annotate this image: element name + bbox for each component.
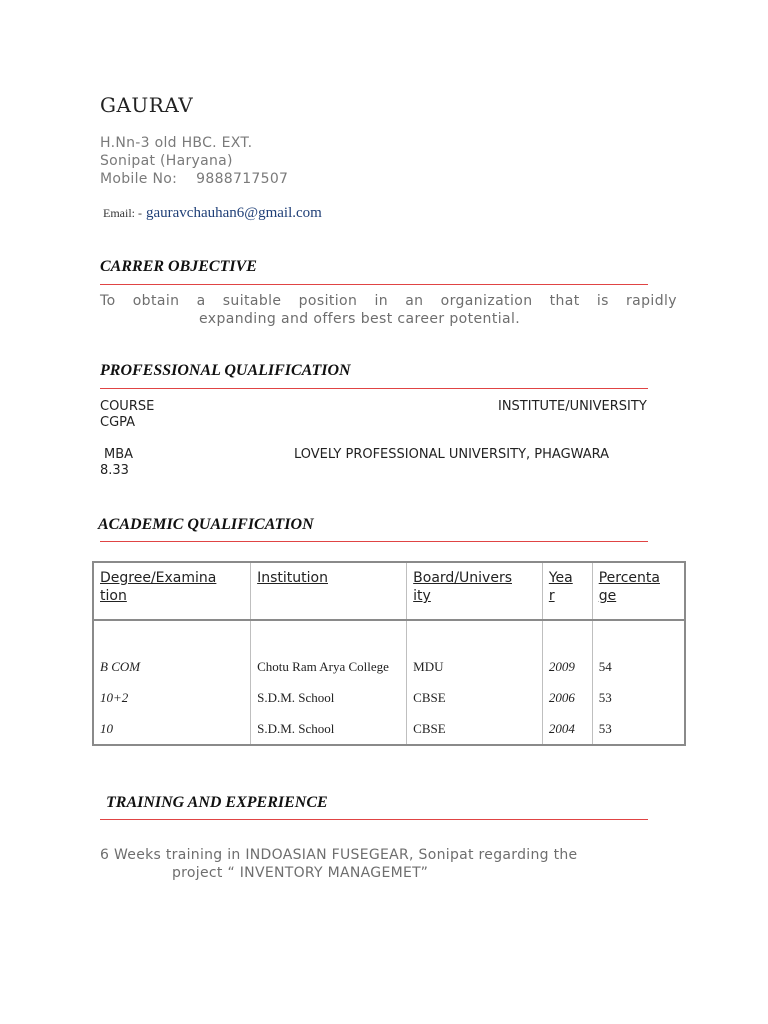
col-institute: INSTITUTE/UNIVERSITY <box>498 399 647 414</box>
training-line-2: project “ INVENTORY MANAGEMET” <box>172 865 429 881</box>
cell-institution: S.D.M. School <box>251 682 407 713</box>
cell-year: 2009 <box>542 651 592 682</box>
email-link[interactable]: gauravchauhan6@gmail.com <box>146 205 322 221</box>
cell-year: 2006 <box>542 682 592 713</box>
cgpa-value: 8.33 <box>100 463 129 478</box>
section-divider <box>100 388 648 389</box>
email-line <box>103 204 322 222</box>
cell-institution: S.D.M. School <box>251 713 407 745</box>
training-line-1: 6 Weeks training in INDOASIAN FUSEGEAR, Sonipat regarding the <box>100 847 578 863</box>
address-line-2: Sonipat (Haryana) <box>100 153 233 169</box>
header-year: Yea r <box>542 562 592 620</box>
table-row <box>93 682 685 713</box>
training-heading: TRAINING AND EXPERIENCE <box>106 794 328 811</box>
cell-board: CBSE <box>407 682 543 713</box>
cell-degree: 10+2 <box>93 682 251 713</box>
header-degree: Degree/Examina tion <box>93 562 251 620</box>
table-spacer-row <box>93 620 685 651</box>
section-divider <box>100 541 648 542</box>
col-cgpa: CGPA <box>100 415 136 430</box>
table-row <box>93 713 685 745</box>
header-percentage: Percenta ge <box>592 562 685 620</box>
cell-year: 2004 <box>542 713 592 745</box>
table-header-row <box>93 562 685 620</box>
course-value: MBA <box>104 447 134 462</box>
cell-board: CBSE <box>407 713 543 745</box>
objective-line-2: expanding and offers best career potential. <box>199 311 521 327</box>
objective-line-1: To obtain a suitable position in an organization that is rapidly <box>100 293 677 309</box>
section-divider <box>100 819 648 820</box>
mobile-line <box>100 171 288 187</box>
cell-institution: Chotu Ram Arya College <box>251 651 407 682</box>
training-text <box>100 846 680 882</box>
header-board: Board/Univers ity <box>407 562 543 620</box>
institute-value: LOVELY PROFESSIONAL UNIVERSITY, PHAGWARA <box>294 447 610 462</box>
academic-table <box>92 561 686 746</box>
objective-text <box>100 292 677 328</box>
email-label: Email: - <box>103 206 142 220</box>
cell-percent: 53 <box>592 713 685 745</box>
academic-heading: ACADEMIC QUALIFICATION <box>98 516 314 533</box>
section-divider <box>100 284 648 285</box>
cell-degree: 10 <box>93 713 251 745</box>
cell-percent: 53 <box>592 682 685 713</box>
cell-degree: B COM <box>93 651 251 682</box>
col-course: COURSE <box>100 399 155 414</box>
professional-heading: PROFESSIONAL QUALIFICATION <box>100 362 351 379</box>
header-institution: Institution <box>251 562 407 620</box>
mobile-value: 9888717507 <box>196 171 289 187</box>
cell-board: MDU <box>407 651 543 682</box>
cell-percent: 54 <box>592 651 685 682</box>
address-line-1: H.Nn-3 old HBC. EXT. <box>100 135 253 151</box>
candidate-name: GAURAV <box>100 93 194 117</box>
objective-heading: CARRER OBJECTIVE <box>100 258 257 275</box>
mobile-label: Mobile No: <box>100 171 178 187</box>
table-row <box>93 651 685 682</box>
